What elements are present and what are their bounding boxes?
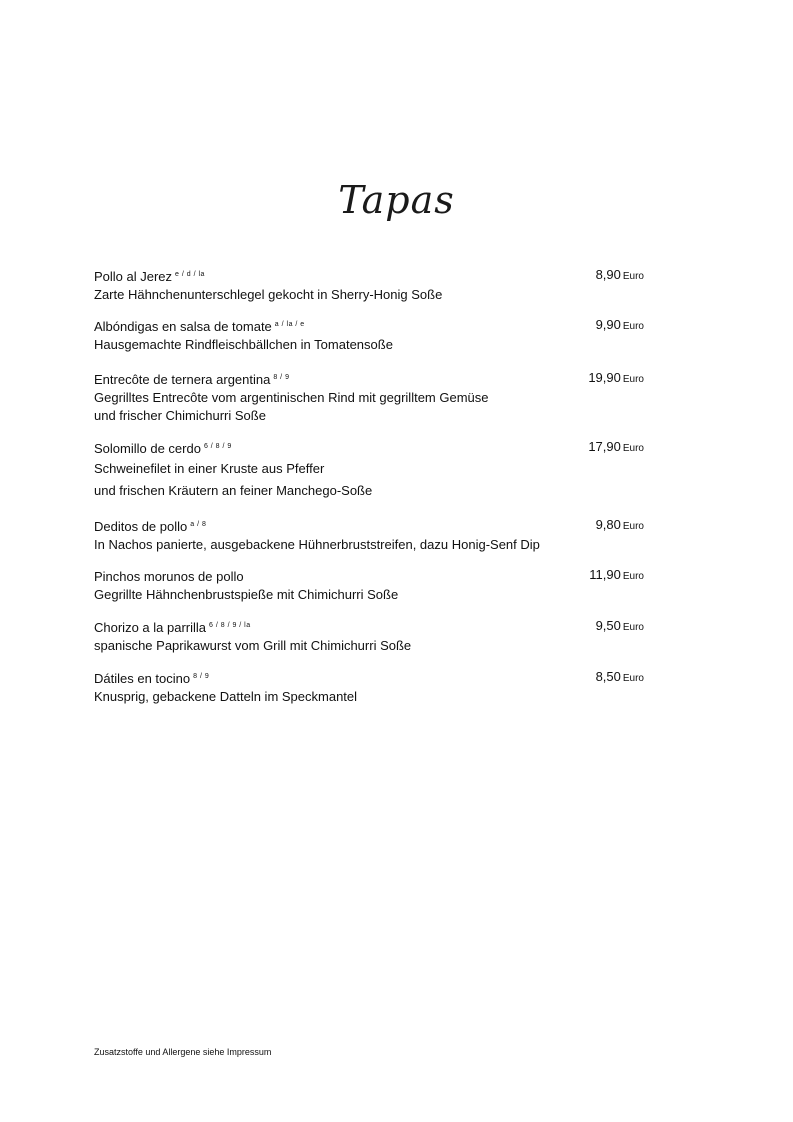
dish-price <box>596 617 644 637</box>
dish-price <box>588 369 644 389</box>
dish-description: spanische Paprikawurst vom Grill mit Chimichurri Soße <box>94 638 412 653</box>
menu-item <box>94 617 644 655</box>
dish-name: Deditos de pollo <box>94 519 188 534</box>
menu-item <box>94 316 644 354</box>
price-value: 9,80 <box>595 517 621 532</box>
dish-price <box>596 316 644 336</box>
dish-name: Solomillo de cerdo <box>94 441 201 456</box>
allergen-codes: 8 / 9 <box>193 673 210 680</box>
allergen-codes: a / 8 <box>190 521 207 528</box>
currency-label: Euro <box>622 622 644 633</box>
dish-description: und frischer Chimichurri Soße <box>94 408 266 423</box>
dish-name: Pinchos morunos de pollo <box>94 569 244 584</box>
currency-label: Euro <box>622 673 644 684</box>
dish-name: Albóndigas en salsa de tomate <box>94 319 272 334</box>
dish-name-line <box>94 566 644 586</box>
menu-item <box>94 369 644 425</box>
dish-price <box>588 438 644 458</box>
dish-description: Schweinefilet in einer Kruste aus Pfeffer <box>94 461 325 476</box>
dish-price <box>589 566 644 586</box>
dish-name: Pollo al Jerez <box>94 269 173 284</box>
dish-description: Gegrilltes Entrecôte vom argentinischen Rind mit gegrilltem Gemüse <box>94 390 489 405</box>
allergen-codes: e / d / la <box>175 271 205 278</box>
dish-description: Hausgemachte Rindfleischbällchen in Tomatensoße <box>94 337 393 352</box>
allergen-codes: a / la / e <box>274 321 305 328</box>
dish-name: Entrecôte de ternera argentina <box>94 372 271 387</box>
dish-name-line <box>94 438 644 458</box>
menu-title: Tapas <box>338 178 455 222</box>
price-value: 19,90 <box>588 370 621 385</box>
dish-description: und frischen Kräutern an feiner Manchego-Soße <box>94 483 373 498</box>
dish-name-line <box>94 369 644 389</box>
allergen-codes: 8 / 9 <box>273 374 290 381</box>
dish-description: In Nachos panierte, ausgebackene Hühnerbruststreifen, dazu Honig-Senf Dip <box>94 537 540 552</box>
allergen-codes: 6 / 8 / 9 <box>203 443 232 450</box>
menu-item <box>94 438 644 502</box>
price-value: 9,50 <box>595 618 621 633</box>
price-value: 17,90 <box>588 439 621 454</box>
dish-name-line <box>94 516 644 536</box>
currency-label: Euro <box>622 321 644 332</box>
dish-price <box>596 516 644 536</box>
price-value: 11,90 <box>589 567 621 582</box>
menu-item <box>94 668 644 706</box>
allergen-footnote: Zusatzstoffe und Allergene siehe Impressum <box>94 1047 272 1057</box>
currency-label: Euro <box>622 271 644 282</box>
price-value: 8,50 <box>595 669 621 684</box>
price-value: 8,90 <box>595 267 621 282</box>
dish-name-line <box>94 668 644 688</box>
currency-label: Euro <box>622 521 644 532</box>
dish-name: Dátiles en tocino <box>94 671 191 686</box>
menu-item <box>94 516 644 554</box>
dish-description: Gegrillte Hähnchenbrustspieße mit Chimichurri Soße <box>94 587 399 602</box>
dish-name-line <box>94 316 644 336</box>
dish-description: Zarte Hähnchenunterschlegel gekocht in Sherry-Honig Soße <box>94 287 443 302</box>
dish-name-line <box>94 266 644 286</box>
currency-label: Euro <box>622 374 644 385</box>
dish-name-line <box>94 617 644 637</box>
menu-item <box>94 266 644 304</box>
dish-name: Chorizo a la parrilla <box>94 620 206 635</box>
allergen-codes: 6 / 8 / 9 / la <box>209 622 251 629</box>
dish-price <box>596 668 644 688</box>
dish-price <box>596 266 644 286</box>
currency-label: Euro <box>622 571 644 582</box>
currency-label: Euro <box>622 443 644 454</box>
dish-description: Knusprig, gebackene Datteln im Speckmantel <box>94 689 358 704</box>
menu-item <box>94 566 644 604</box>
price-value: 9,90 <box>595 317 621 332</box>
